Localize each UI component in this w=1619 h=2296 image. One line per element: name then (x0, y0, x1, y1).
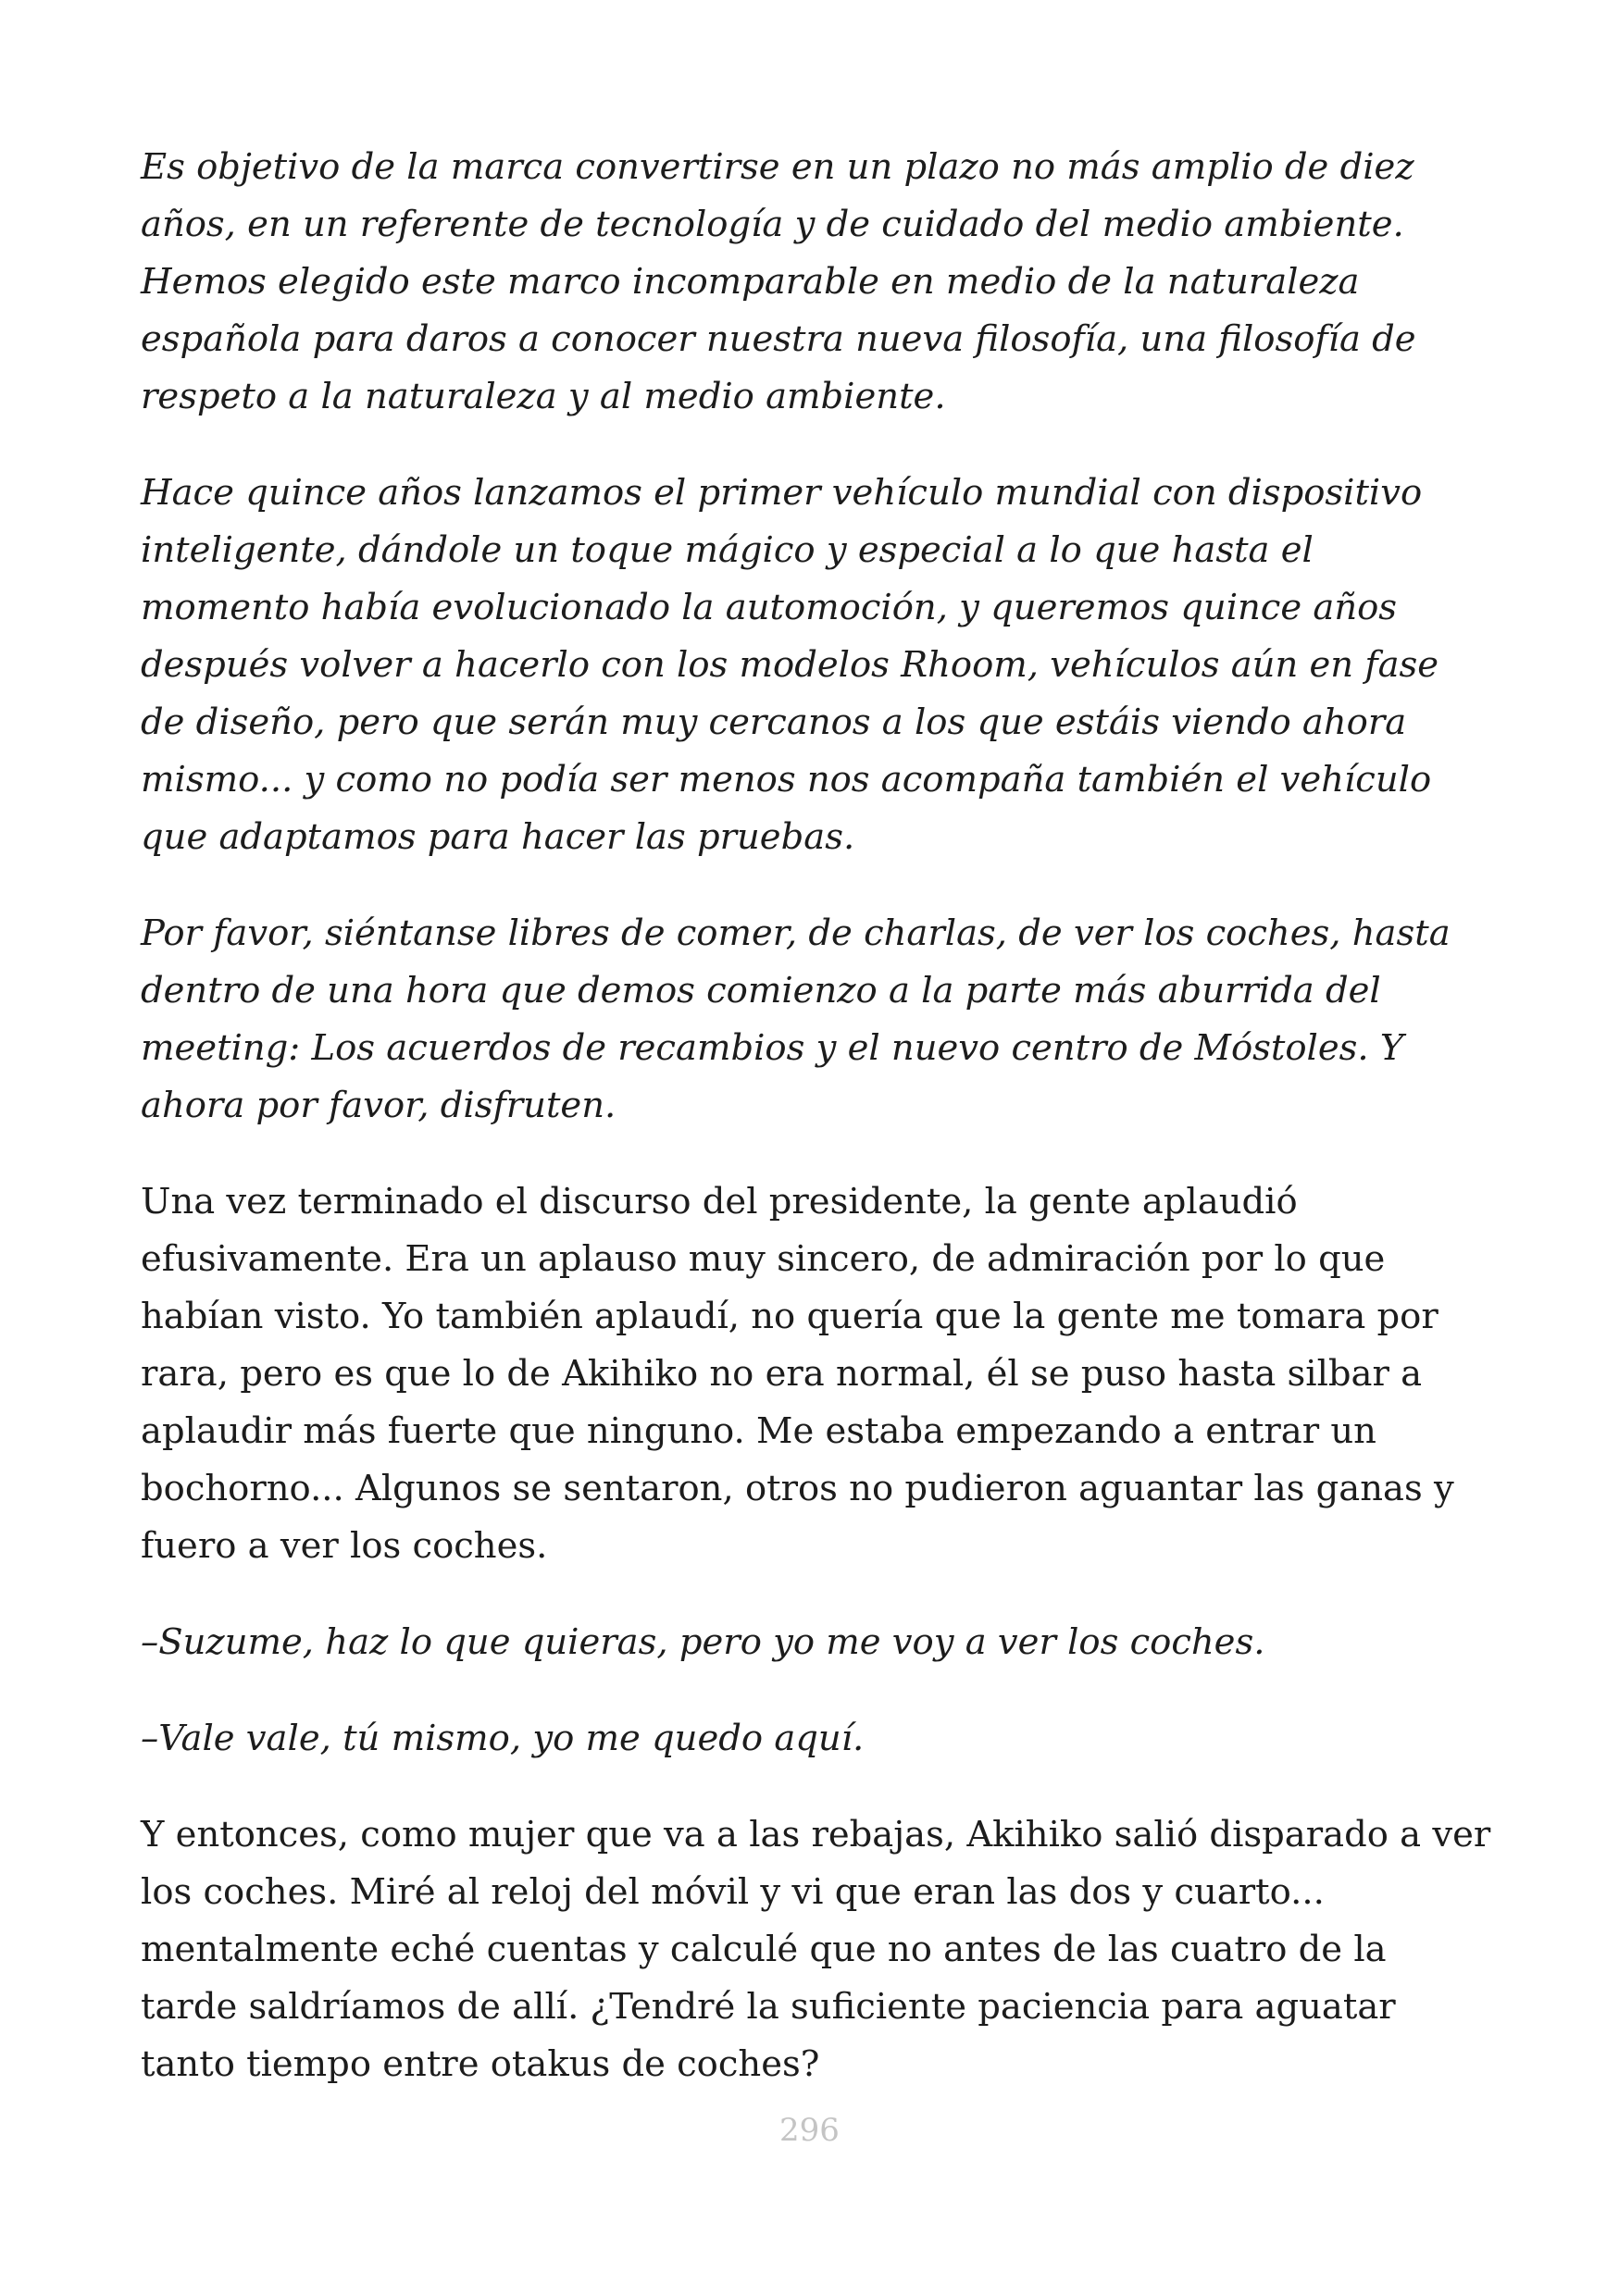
paragraph-3: Por favor, siéntanse libres de comer, de charlas, de ver los coches, hasta dentro de una hora que demos comienzo a la parte más aburrida del meeting: Los acuerdos de recambios y el nuevo centro de Móstoles. Y ahora por favor, disfruten. (141, 912, 1451, 1126)
page-number: 296 (779, 2112, 840, 2149)
dialogue-line-1: –Suzume, haz lo que quieras, pero yo me voy a ver los coches. (141, 1621, 1265, 1663)
dialogue-line-2: –Vale vale, tú mismo, yo me quedo aquí. (141, 1718, 865, 1759)
body-text (141, 139, 1492, 2132)
paragraph-5: Y entonces, como mujer que va a las rebajas, Akihiko salió disparado a ver los coches. Miré al reloj del móvil y vi que eran las dos y cuarto... mentalmente eché cuentas y calculé que no antes de las cuatro de la tarde saldríamos de allí. ¿Tendré la suficiente paciencia para aguatar tanto tiempo entre otakus de coches? (141, 1814, 1491, 2085)
paragraph-2: Hace quince años lanzamos el primer vehículo mundial con dispositivo inteligente, dándole un toque mágico y especial a lo que hasta el momento había evolucionado la automoción, y queremos quince años después volver a hacerlo con los modelos Rhoom, vehículos aún en fase de diseño, pero que serán muy cercanos a los que estáis viendo ahora mismo... y como no podía ser menos nos acompaña también el vehículo que adaptamos para hacer las pruebas. (141, 472, 1439, 858)
paragraph-1: Es objetivo de la marca convertirse en un plazo no más amplio de diez años, en un referente de tecnología y de cuidado del medio ambiente. Hemos elegido este marco incomparable en medio de la naturaleza española para daros a conocer nuestra nueva filosofía, una filosofía de respeto a la naturaleza y al medio ambiente. (141, 146, 1416, 417)
paragraph-4: Una vez terminado el discurso del presidente, la gente aplaudió efusivamente. Era un aplauso muy sincero, de admiración por lo que habían visto. Yo también aplaudí, no quería que la gente me tomara por rara, pero es que lo de Akihiko no era normal, él se puso hasta silbar a aplaudir más fuerte que ninguno. Me estaba empezando a entrar un bochorno... Algunos se sentaron, otros no pudieron aguantar las ganas y fuero a ver los coches. (141, 1181, 1454, 1567)
